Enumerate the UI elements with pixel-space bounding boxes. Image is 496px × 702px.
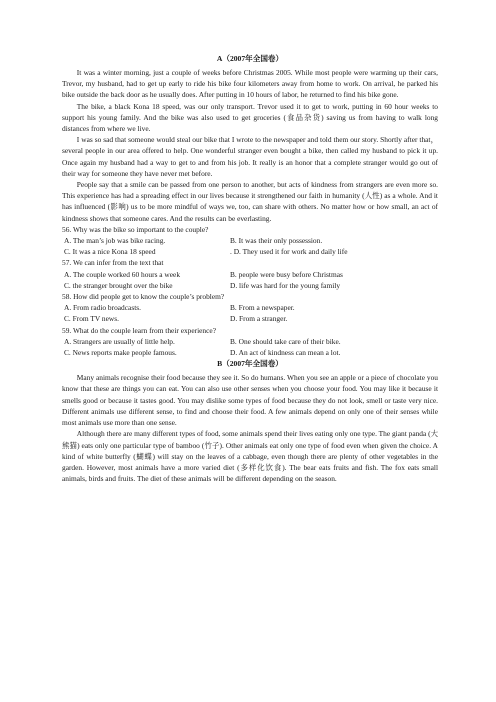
question-56 xyxy=(62,224,438,258)
question-58 xyxy=(62,291,438,325)
options-row xyxy=(62,347,438,358)
paragraph: It was a winter morning, just a couple of weeks before Christmas 2005. While most people were warming up their cars, Trevor, my husband, had to get up early to ride his bike four kilometers away from home to work. On arrival, he parked his bike outside the back door as he usually does. After putting in 10 hours of labor, he returned to find his bike gone. xyxy=(62,68,438,100)
options-row xyxy=(62,313,438,324)
option-d: D. life was hard for the young family xyxy=(230,280,341,290)
paragraph: I was so sad that someone would steal our bike that I wrote to the newspaper and told them our story. Shortly after that，several people in our area offered to help. One wonderful stranger even bought a bike, then called my husband to pick it up. Once again my husband had a way to get to and from his job. It really is an honor that a complete stranger would go out of their way for someone they have never met before. xyxy=(62,135,438,178)
options-row xyxy=(62,246,438,257)
option-c: C. the stranger brought over the bike xyxy=(64,280,173,290)
question-stem: 57. We can infer from the text that xyxy=(62,258,164,268)
paragraph: Although there are many different types of food, some animals spend their lives eating only one type. The giant panda (大熊猫) eats only one particular type of bamboo (竹子). Other animals eat only one type of food even when given the choice. A kind of white butterfly (蝴蝶) will stay on the leaves of a cabbage, even though there are plenty of other vegetables in the garden. However, most animals have a more varied diet (多样化饮食). The bear eats fruits and fish. The fox eats small animals, birds and fruits. The diet of these animals will be different depending on the season. xyxy=(62,429,438,484)
option-d: . D. They used it for work and daily life xyxy=(230,247,348,257)
question-stem: 59. What do the couple learn from their experience? xyxy=(62,325,216,335)
paragraph: People say that a smile can be passed from one person to another, but acts of kindness from strangers are even more so. This experience has had a spreading effect in our lives because it strengthened our faith in humanity (人性) as a whole. And it has influenced (影响) us to be more mindful of ways we, too, can share with others. No matter how or how small, an act of kindness shows that someone cares. And the results can be everlasting. xyxy=(62,180,438,223)
option-a: A. The couple worked 60 hours a week xyxy=(64,269,181,279)
question-59 xyxy=(62,325,438,359)
section-a-title: A（2007年全国卷） xyxy=(216,54,284,63)
section-b-title: B（2007年全国卷） xyxy=(217,359,283,369)
option-d: D. From a stranger. xyxy=(230,314,288,324)
document-page xyxy=(62,54,438,484)
option-c: C. From TV news. xyxy=(64,314,119,324)
question-57 xyxy=(62,257,438,291)
option-b: B. One should take care of their bike. xyxy=(230,336,341,346)
option-a: A. The man’s job was bike racing. xyxy=(64,236,166,246)
option-c: C. It was a nice Kona 18 speed xyxy=(64,247,156,257)
options-row xyxy=(62,302,438,313)
option-a: A. From radio broadcasts. xyxy=(64,303,141,313)
question-stem: 58. How did people get to know the couple’s problem? xyxy=(62,292,225,302)
options-row xyxy=(62,336,438,347)
paragraph: The bike, a black Kona 18 speed, was our only transport. Trevor used it to get to work, putting in 60 hour weeks to support his young family. And the bike was also used to get groceries (食品杂货) saving us from having to walk long distances from where we live. xyxy=(62,101,438,134)
options-row xyxy=(62,235,438,246)
option-c: C. News reports make people famous. xyxy=(64,348,177,358)
paragraph: Many animals recognise their food because they see it. So do humans. When you see an apple or a piece of chocolate you know that these are things you can eat. You can also use other senses when you choose your food. You may like it because it smells good or because it tastes good. You may dislike some types of food because they do not look, smell or taste very nice. Different animals use different sense, to find and choose their food. A few animals depend on only one of their senses while most animals use more than one sense. xyxy=(62,373,438,428)
option-d: D. An act of kindness can mean a lot. xyxy=(230,348,341,358)
question-stem: 56. Why was the bike so important to the couple? xyxy=(62,224,209,234)
option-a: A. Strangers are usually of little help. xyxy=(64,336,175,346)
option-b: B. From a newspaper. xyxy=(230,303,295,313)
options-row xyxy=(62,269,438,280)
option-b: B. people were busy before Christmas xyxy=(230,269,343,279)
option-b: B. It was their only possession. xyxy=(230,236,323,246)
options-row xyxy=(62,280,438,291)
